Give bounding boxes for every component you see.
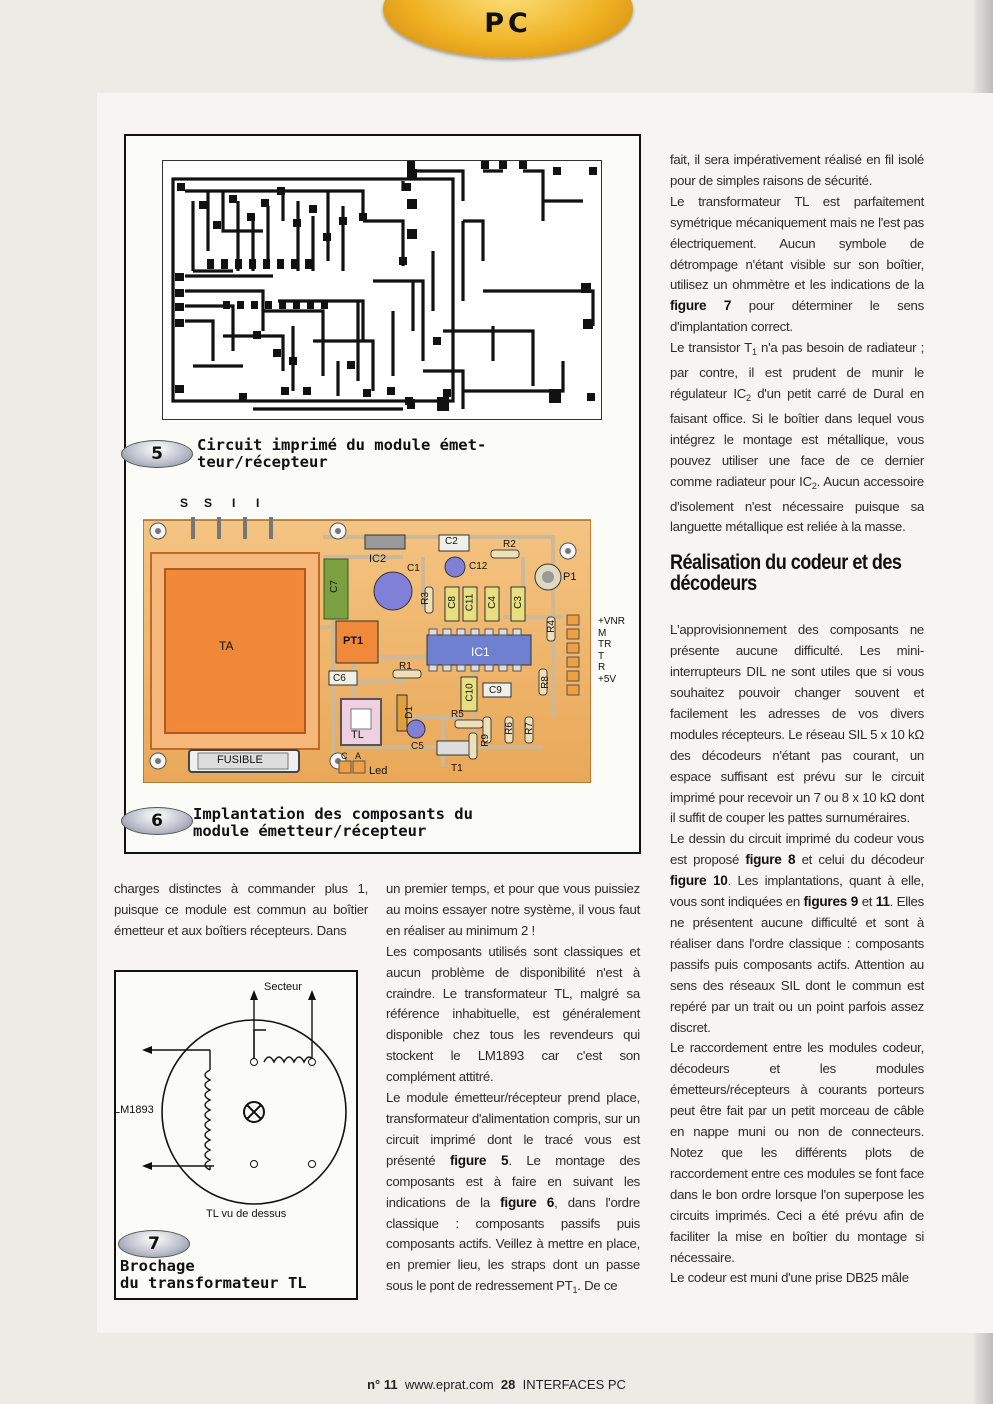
subscript: 2 [746, 392, 751, 403]
section-tab-label: PC [484, 8, 532, 39]
pcb-traces-svg [163, 161, 601, 419]
label-c6: C6 [333, 673, 346, 684]
figure-6-caption-line2: module émetteur/récepteur [193, 822, 427, 840]
connector-labels [598, 616, 625, 685]
text-run: , dans l'ordre classique : composants passifs puis composants actifs. Veillez à mettre en place, en premier lieu, les straps dont un passe sous le pont de redressement PT [386, 1194, 640, 1294]
paragraph: Les composants utilisés sont classiques et aucun problème de disponibilité n'est à craindre. Le transformateur TL, malgré sa référence inhabituelle, est généralement disponible chez tous les revendeurs qui stockent le LM1893 car c'est son complément attitré. [386, 943, 640, 1085]
pin-label: I [256, 496, 260, 510]
paragraph: charges distinctes à commander plus 1, puisque ce module est commun au boîtier émetteur et aux boîtiers récepteurs. Dans [114, 881, 368, 938]
label-c11: C11 [464, 593, 476, 612]
label-a-pad: A [355, 751, 362, 761]
label-r7: R7 [523, 722, 535, 735]
label-d1: D1 [403, 706, 415, 719]
label-r4: R4 [545, 620, 557, 633]
figure-6-caption-line1: Implantation des composants du [193, 805, 473, 823]
label-c1: C1 [407, 563, 420, 574]
label-r9: R9 [479, 734, 491, 747]
column-3-text [670, 150, 924, 1289]
text-run: . Le montage des composants est à faire en suivant les indications de la [386, 1152, 640, 1210]
figure-7-caption-line1: Brochage [120, 1257, 195, 1275]
text-run: Le dessin du circuit imprimé du codeur vous est proposé [670, 831, 924, 868]
label-c5: C5 [411, 741, 424, 752]
column-1-text [114, 879, 368, 942]
connector-label: R [598, 662, 606, 673]
paragraph: fait, il sera impérativement réalisé en fil isolé pour de simples raisons de sécurité. [670, 152, 924, 188]
connector-label: T [598, 650, 605, 662]
label-ic2: IC2 [369, 553, 387, 565]
label-lm1893: LM1893 [114, 1104, 154, 1116]
transformer-pinout-svg [114, 970, 358, 1220]
text-run: . Elles ne présentent aucune difficulté et sont à réaliser dans l'ordre classique : composants passifs puis composants actifs. Attention au sens des réseaux SIL dont le commun est repéré par un trait ou un point parfois assez discret. [670, 894, 924, 1035]
text-run: n'a pas besoin de radiateur ; par contre, il est prudent de munir le régulateur IC [670, 340, 924, 401]
page-footer [0, 1377, 993, 1392]
paragraph [670, 192, 924, 338]
section-heading: Réalisation du codeur et des décodeurs [670, 551, 902, 596]
connector-label: +5V [598, 673, 617, 685]
figure-reference: 11 [875, 894, 890, 910]
paragraph: Le raccordement entre les modules codeur, décodeurs et les modules émetteurs/récepteurs à courants porteurs peut être fait par un petit morceau de câble en nappe muni ou non de connecteurs. Notez que les différents plots de raccordement entre ces modules se font face dans le bon ordre lorsque l'on superpose les circuits imprimés. Ceci a été prévu afin de faciliter la mise en boîtier du montage si nécessaire. [670, 1040, 924, 1265]
text-run: . Aucun accessoire d'isolement n'est nécessaire puisque sa languette métallique est reliée à la masse. [670, 473, 924, 535]
figure-reference: figures 9 [803, 894, 859, 910]
text-run: . De ce [577, 1278, 618, 1294]
subscript: 1 [572, 1285, 578, 1296]
figure-5-caption-line2: teur/récepteur [197, 453, 328, 471]
label-c4: C4 [486, 596, 498, 609]
label-c-pad: C [341, 751, 348, 761]
label-r6: R6 [503, 722, 515, 735]
figure-reference: figure 5 [449, 1152, 509, 1168]
figure-7-caption-line2: du transformateur TL [120, 1274, 307, 1292]
paragraph [670, 338, 924, 538]
figure-reference: figure 8 [745, 852, 796, 868]
label-t1: T1 [451, 763, 463, 774]
label-r8: R8 [539, 676, 551, 689]
component-labels [143, 517, 591, 783]
label-p1: P1 [563, 571, 577, 583]
page-number: 28 [500, 1377, 516, 1392]
figure-6-badge: 6 [121, 807, 193, 835]
text-run: pour déterminer le sens d'implantation correct. [670, 298, 924, 335]
text-run: et celui du décodeur [795, 852, 924, 868]
text-run: . Les implantations, quant à elle, vous sont indiquées en [670, 873, 924, 910]
label-c3: C3 [512, 596, 524, 609]
label-r5: R5 [451, 709, 464, 720]
pin-label: S [204, 496, 213, 510]
label-c2: C2 [445, 536, 458, 547]
label-pt1: PT1 [343, 635, 364, 647]
figure-7-caption [120, 1258, 356, 1292]
figure-5-badge: 5 [121, 440, 193, 468]
website: www.eprat.com [404, 1377, 494, 1392]
label-r3: R3 [419, 592, 431, 605]
text-run: d'un petit carré de Dural en faisant office. Si le boîtier dans lequel vous intégrez le montage est métallique, vous pouvez utiliser une face de ce dernier comme radiateur pour IC [670, 385, 925, 489]
issue-number: n° 11 [367, 1377, 398, 1392]
paragraph [670, 829, 924, 1038]
figure-5-caption-line1: Circuit imprimé du module émet- [197, 436, 487, 454]
magazine-name: INTERFACES PC [522, 1377, 626, 1392]
transformer-pinout-drawing [114, 970, 358, 1220]
paragraph: Le codeur est muni d'une prise DB25 mâle [670, 1270, 909, 1286]
label-c8: C8 [446, 596, 458, 609]
pin-label: I [232, 496, 236, 510]
label-c9: C9 [489, 685, 502, 696]
label-c12: C12 [469, 561, 488, 572]
paragraph [386, 1088, 640, 1301]
text-run: Le transformateur TL est parfaitement symétrique mécaniquement mais ne l'est pas électriquement. Aucun symbole de détrompage n'étant visible sur son boîtier, utilisez un ohmmètre et les indications de la [670, 193, 924, 293]
label-top-view: TL vu de dessus [206, 1208, 287, 1220]
figure-reference: figure 6 [500, 1194, 555, 1210]
figure-7-badge: 7 [118, 1230, 190, 1258]
connector-label: TR [598, 639, 612, 650]
paragraph: L'approvisionnement des composants ne présente aucune difficulté. Les mini-interrupteurs DIL ne sont utiles que si vous souhaitez pouvoir changer souvent et facilement les adresses de vos divers modules récepteurs. Le réseau SIL 5 x 10 kΩ des décodeurs n'étant pas courant, un espace suffisant est prévu sur le circuit imprimé pour recevoir un 7 ou 8 x 10 kΩ dont il suffit de couper les pattes surnuméraires. [670, 622, 924, 826]
figure-6-caption [193, 806, 593, 840]
label-led: Led [369, 765, 388, 777]
column-2-text [386, 879, 640, 1301]
subscript: 1 [751, 347, 757, 358]
label-r1: R1 [399, 661, 412, 672]
label-r2: R2 [503, 539, 516, 550]
connector-label: +VNR [598, 616, 625, 627]
pcb-trace-drawing [162, 160, 602, 420]
text-run: Le transistor T [670, 340, 752, 356]
figure-reference: figure 10 [670, 873, 728, 889]
subscript: 2 [811, 480, 817, 491]
text-run: Le module émetteur/récepteur prend place, transformateur d'alimentation compris, sur un circuit imprimé dont le tracé vous est présenté [386, 1090, 640, 1168]
label-ic1: IC1 [471, 645, 490, 659]
label-tl: TL [351, 729, 364, 741]
label-ta: TA [219, 639, 234, 653]
label-c10: C10 [464, 683, 476, 702]
connector-label: M [598, 627, 607, 639]
label-fusible: FUSIBLE [217, 754, 263, 766]
label-c7: C7 [328, 580, 340, 593]
text-run: et [858, 894, 876, 910]
pin-label: S [180, 496, 189, 510]
figure-5-caption [197, 437, 577, 471]
paragraph: un premier temps, et pour que vous puissiez au moins essayer notre système, il vous faut en réaliser au minimum 2 ! [386, 881, 640, 938]
figure-reference: figure 7 [670, 298, 732, 314]
label-secteur: Secteur [264, 981, 302, 993]
